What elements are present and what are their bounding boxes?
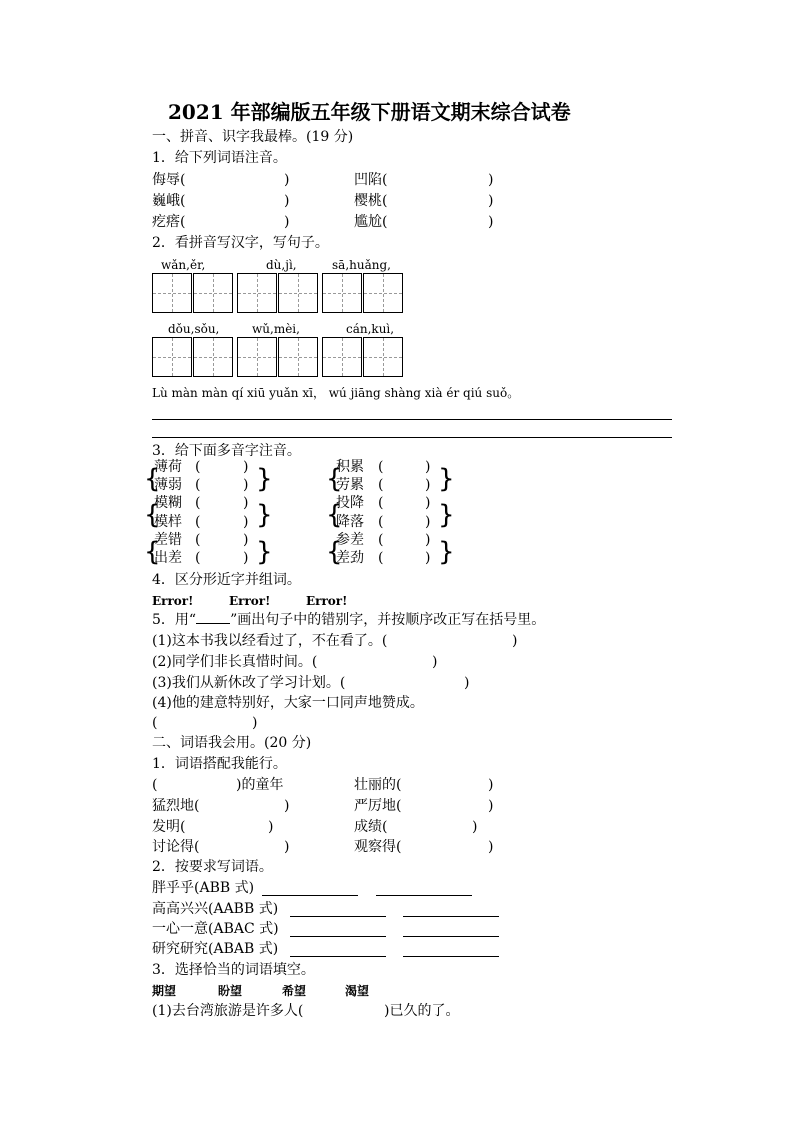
q6-r4-left-close: ) [284,839,290,855]
right-word: 积累 [336,459,364,475]
q7-row-2: 高高兴兴(AABB 式) [152,901,279,917]
error-text-3: Error! [306,594,348,608]
q7-r2-blank-2[interactable] [403,916,499,917]
error-text-1: Error! [152,594,194,608]
right-paren-open: ( [378,550,384,566]
right-word: 劳累 [336,477,364,494]
q7-r1-blank-1[interactable] [262,895,358,896]
left-paren-close: ) [243,531,249,548]
q5-sentence-4: (4)他的建意特别好，大家一口同声地赞成。 [152,695,424,711]
answer-line-1[interactable] [152,419,672,420]
q1-close-4: ) [488,193,494,209]
q7-label: 2．按要求写词语。 [152,859,273,875]
word-choice-4: 渴望 [345,984,370,998]
error-text-2: Error! [229,594,271,608]
q7-r3-blank-1[interactable] [290,936,386,937]
right-paren-open: ( [378,477,384,494]
q6-r1-left-b: )的童年 [236,777,284,793]
q7-r4-blank-2[interactable] [403,956,499,957]
q6-r3-close: ) [472,819,478,835]
left-word: 出差 [154,550,182,566]
left-word: 差错 [154,531,182,548]
q6-r3-right: 成绩( [354,819,388,835]
left-brace-right: } [256,536,273,567]
left-paren-open: ( [195,513,201,530]
q5-sentence-2: (2)同学们非长真惜时间。( [152,654,318,670]
q6-label: 1．词语搭配我能行。 [152,756,287,772]
section-1-heading: 一、拼音、识字我最棒。(19 分) [152,129,354,145]
left-paren-open: ( [195,531,201,548]
right-paren-close: ) [425,531,431,548]
right-paren-open: ( [378,459,384,475]
right-brace-right: } [438,500,455,531]
left-paren-close: ) [243,495,249,512]
q8-label: 3．选择恰当的词语填空。 [152,962,315,978]
q7-r3-blank-2[interactable] [403,936,499,937]
left-word: 薄荷 [154,459,182,475]
q2-label: 2．看拼音写汉字，写句子。 [152,235,329,251]
left-paren-open: ( [195,495,201,512]
section-2-heading: 二、词语我会用。(20 分) [152,735,312,751]
right-brace-left: { [326,464,343,494]
q1-item-3: 巍峨( [152,193,186,209]
right-word: 差劲 [336,550,364,566]
right-brace-left: { [326,500,343,531]
right-paren-open: ( [378,531,384,548]
q6-r1-right: 壮丽的( [354,777,402,793]
pinyin-5: wǔ,mèi, [252,322,300,336]
q1-close-2: ) [488,172,494,188]
q6-r4-left: 讨论得( [152,839,200,855]
right-word: 降落 [336,513,364,530]
pinyin-6: cán,kuì, [346,322,395,336]
word-choice-3: 希望 [282,984,307,998]
q5-close-2: ) [432,654,438,670]
right-paren-open: ( [378,513,384,530]
right-paren-close: ) [425,477,431,494]
q7-row-3: 一心一意(ABAC 式) [152,921,279,937]
q1-item-6: 尴尬( [354,214,388,230]
left-paren-close: ) [243,513,249,530]
right-word: 参差 [336,531,364,548]
pinyin-4: dǒu,sǒu, [168,322,220,336]
q1-item-2: 凹陷( [354,172,388,188]
q6-r4-right: 观察得( [354,839,402,855]
right-brace-right: } [438,536,455,567]
q7-r2-blank-1[interactable] [290,916,386,917]
left-word: 模样 [154,513,182,530]
q5-label [152,611,545,629]
right-word: 投降 [336,495,364,512]
q5-close-3: ) [464,675,470,691]
pinyin-1: wǎn,ěr, [161,258,206,272]
q6-r1-left-a: ( [152,777,158,793]
left-word: 薄弱 [154,477,182,494]
q5-sentence-3: (3)我们从新休改了学习计划。( [152,675,346,691]
q7-row-1: 胖乎乎(ABB 式) [152,880,255,896]
q4-label: 4．区分形近字并组词。 [152,572,301,588]
q7-r1-blank-2[interactable] [376,895,472,896]
q5-close-1: ) [512,633,518,649]
right-brace-left: { [326,536,343,567]
right-paren-open: ( [378,495,384,512]
right-paren-close: ) [425,459,431,475]
q6-r2-left: 猛烈地( [152,798,200,814]
left-brace-left: { [144,536,161,567]
q8-sentence-1: (1)去台湾旅游是许多人( [152,1003,304,1019]
left-brace-right: } [256,464,273,494]
q7-r4-blank-1[interactable] [290,956,386,957]
q1-item-4: 樱桃( [354,193,388,209]
left-paren-close: ) [243,477,249,494]
q6-r2-close: ) [488,798,494,814]
q6-r2-left-close: ) [284,798,290,814]
q6-r1-close: ) [488,777,494,793]
q6-r3-left: 发明( [152,819,186,835]
q1-close-6: ) [488,214,494,230]
q3-label: 3．给下面多音字注音。 [152,443,301,459]
q5-label-b: ”画出句子中的错别字，并按顺序改正写在括号里。 [230,612,546,628]
left-paren-open: ( [195,550,201,566]
q6-r3-left-close: ) [268,819,274,835]
q5-sentence-1: (1)这本书我以经看过了，不在看了。( [152,633,388,649]
right-paren-close: ) [425,550,431,566]
q1-close-1: ) [284,172,290,188]
right-brace-right: } [438,464,455,494]
q1-label: 1．给下列词语注音。 [152,150,287,166]
word-choice-2: 盼望 [218,984,243,998]
q5-label-a: 5．用“ [152,612,197,628]
q1-close-5: ) [284,214,290,230]
pinyin-3: sā,huǎng, [332,258,391,272]
word-choice-1: 期望 [152,984,177,998]
left-brace-right: } [256,500,273,531]
left-paren-close: ) [243,550,249,566]
pinyin-sentence: Lù màn màn qí xiū yuǎn xī， wú jiāng shàng xià ér qiú suǒ。 [152,386,520,400]
left-word: 模糊 [154,495,182,512]
q8-sentence-1-end: )已久的了。 [384,1003,460,1019]
q5-open-4: ( [152,715,158,731]
right-paren-close: ) [425,513,431,530]
left-brace-left: { [144,464,161,494]
q1-item-1: 侮辱( [152,172,186,188]
q5-close-4: ) [252,715,258,731]
page-title: 2021 年部编版五年级下册语文期末综合试卷 [168,100,571,124]
q6-r4-close: ) [488,839,494,855]
pinyin-2: dù,jì, [266,258,297,272]
right-paren-close: ) [425,495,431,512]
left-brace-left: { [144,500,161,531]
q1-close-3: ) [284,193,290,209]
q7-row-4: 研究研究(ABAB 式) [152,941,279,957]
q6-r2-right: 严厉地( [354,798,402,814]
left-paren-open: ( [195,459,201,475]
left-paren-open: ( [195,477,201,494]
left-paren-close: ) [243,459,249,475]
answer-line-2[interactable] [152,437,672,438]
q1-item-5: 疙瘩( [152,214,186,230]
underline-sample [196,611,230,624]
